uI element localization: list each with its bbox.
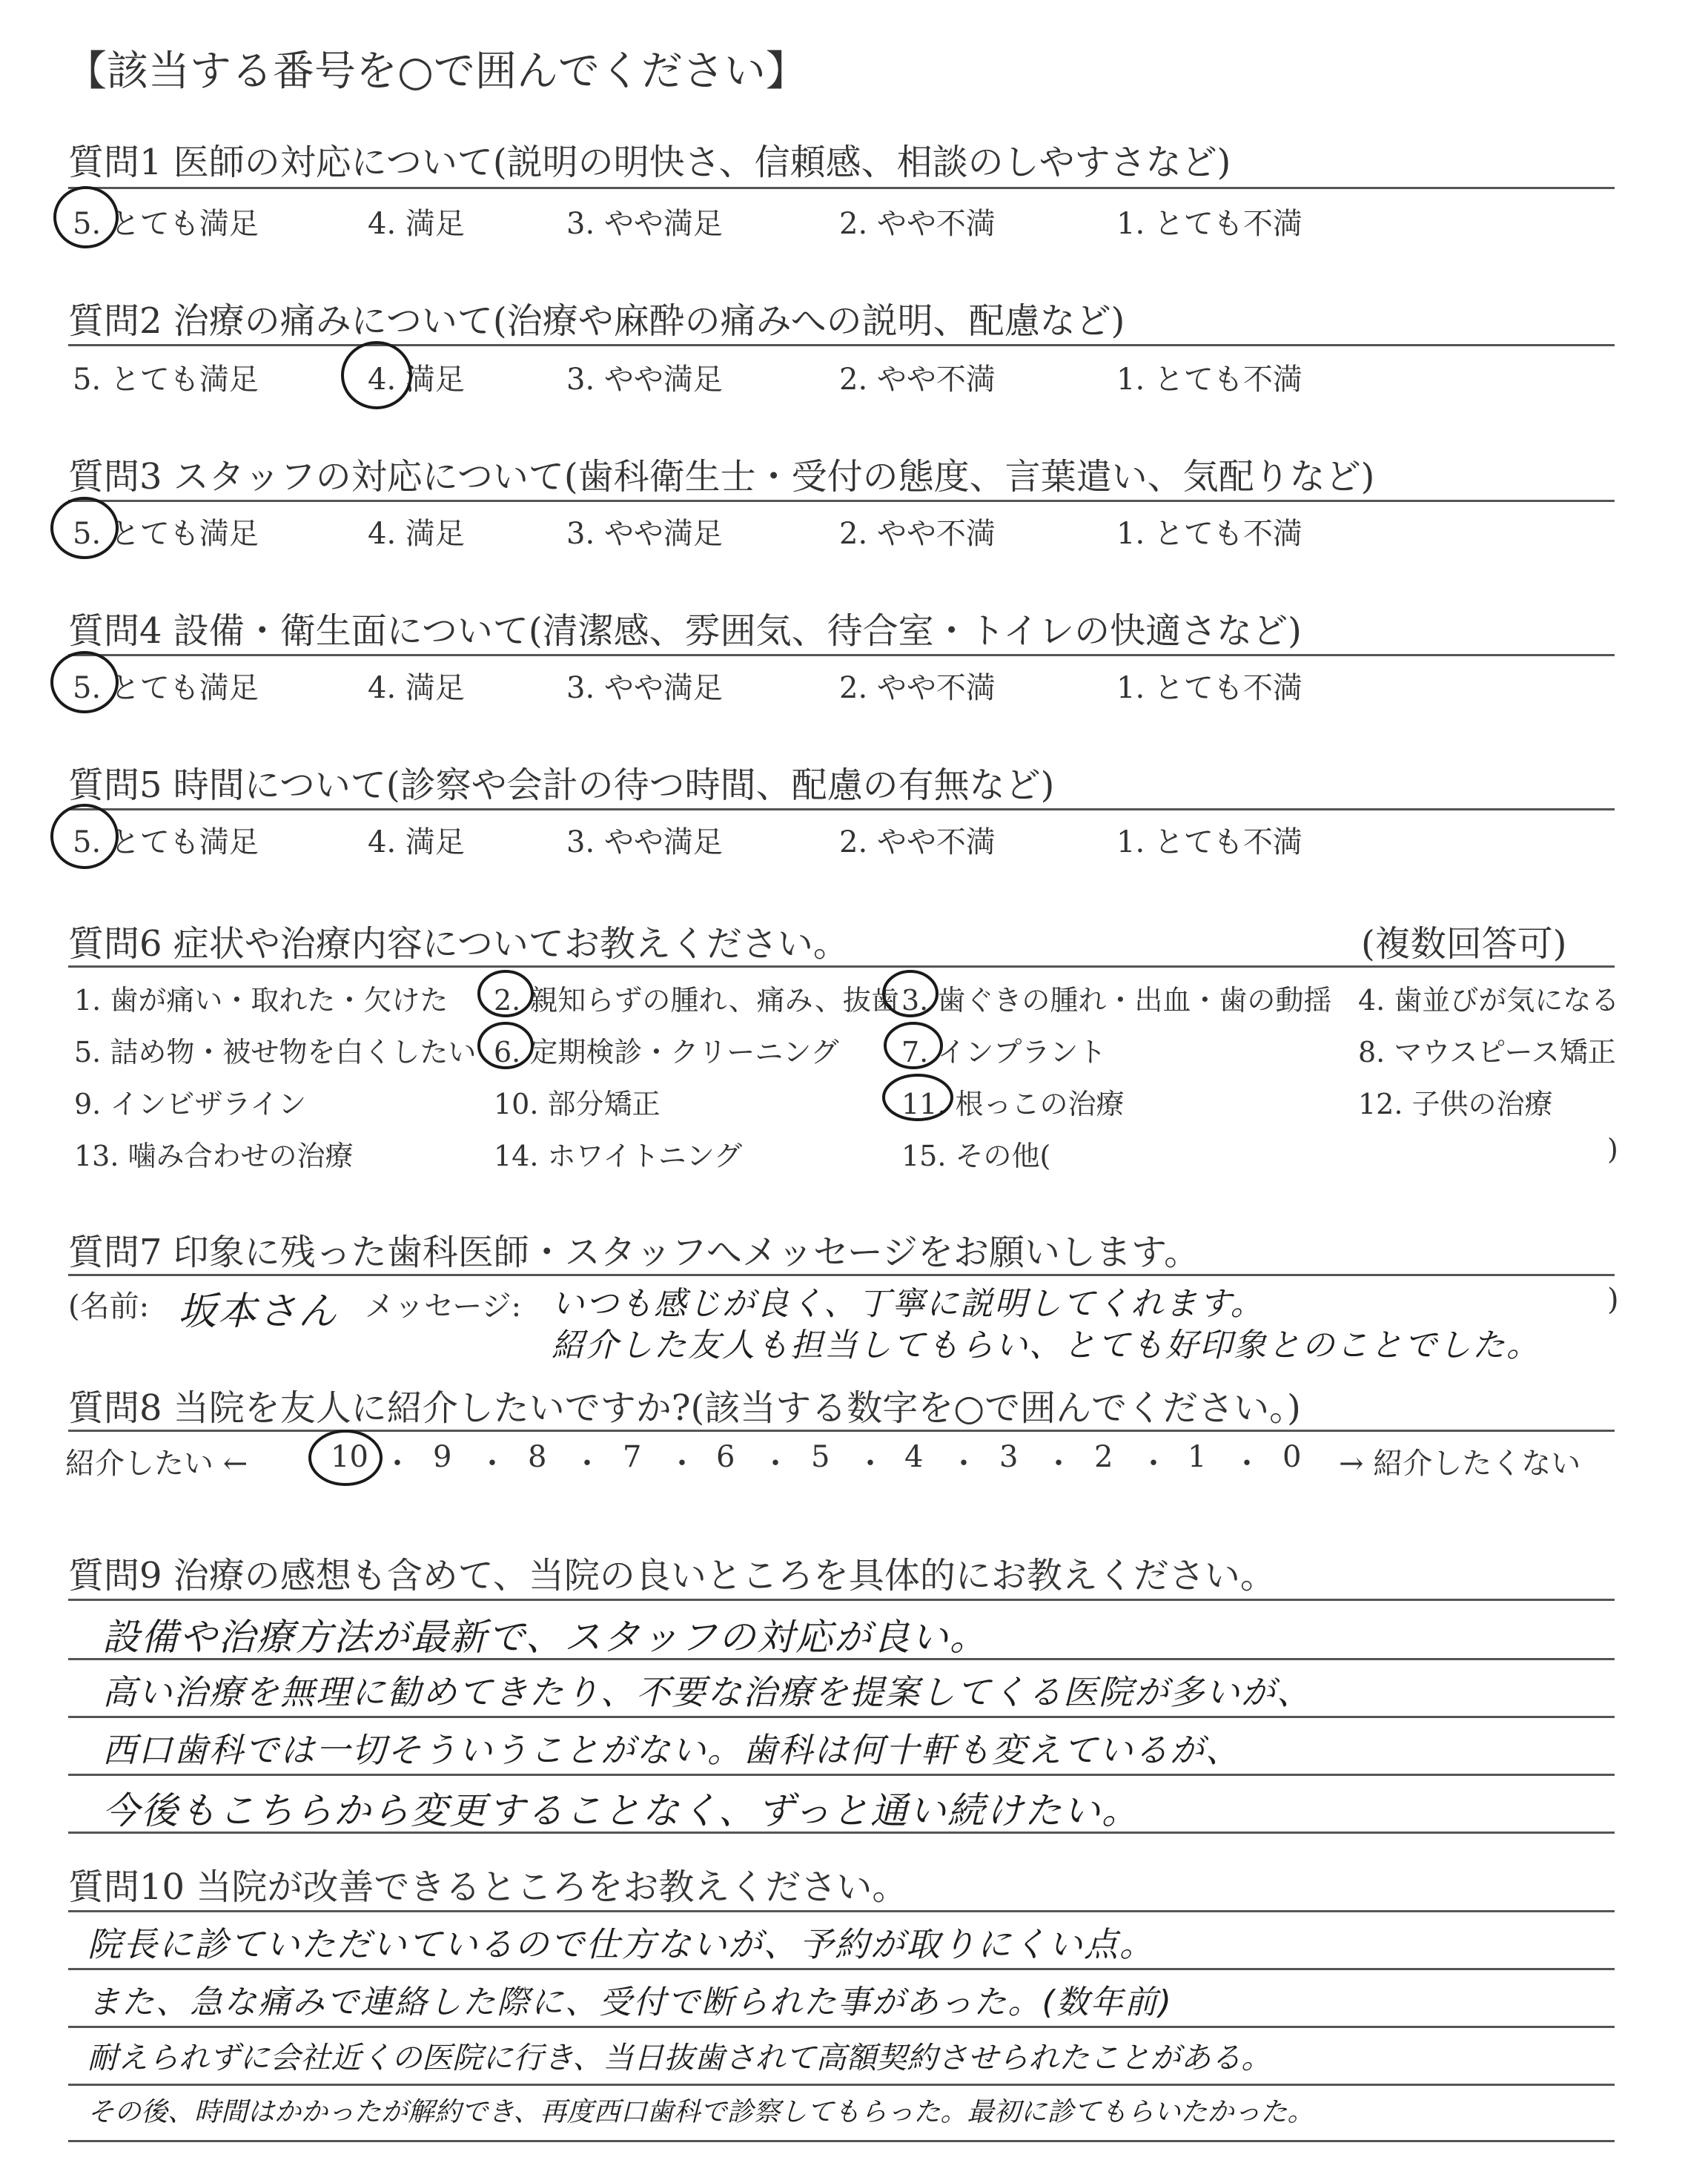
question-2-title: 質問2 治療の痛みについて(治療や麻酔の痛みへの説明、配慮など) bbox=[68, 300, 1125, 342]
question-10-title: 質問10 当院が改善できるところをお教えください。 bbox=[68, 1866, 908, 1908]
q4-option-4[interactable]: 4. 満足 bbox=[368, 671, 465, 705]
question-9-title: 質問9 治療の感想も含めて、当院の良いところを具体的にお教えください。 bbox=[68, 1555, 1276, 1596]
question-8-rule bbox=[68, 1430, 1615, 1432]
q9-line-2[interactable]: 高い治療を無理に勧めてきたり、不要な治療を提案してくる医院が多いが、 bbox=[102, 1672, 1312, 1712]
q6-option-15[interactable]: 15. その他( bbox=[901, 1140, 1051, 1172]
q2-option-3[interactable]: 3. やや満足 bbox=[566, 363, 723, 397]
q2-option-4[interactable]: 4. 満足 bbox=[368, 363, 465, 397]
q8-left-label: 紹介したい ← bbox=[65, 1447, 248, 1481]
q8-sep: ・ bbox=[761, 1447, 790, 1481]
question-4-title: 質問4 設備・衛生面について(清潔感、雰囲気、待合室・トイレの快適さなど) bbox=[68, 610, 1302, 652]
question-7-rule bbox=[68, 1274, 1615, 1276]
question-1-title: 質問1 医師の対応について(説明の明快さ、信頼感、相談のしやすさなど) bbox=[68, 142, 1231, 183]
q7-name-label: (名前: bbox=[68, 1289, 150, 1324]
q6-option-12[interactable]: 12. 子供の治療 bbox=[1358, 1088, 1553, 1120]
q2-option-5[interactable]: 5. とても満足 bbox=[73, 363, 259, 397]
q10-rule-2 bbox=[68, 1968, 1615, 1970]
q8-scale-9[interactable]: 9 bbox=[433, 1440, 452, 1474]
q1-option-2[interactable]: 2. やや不満 bbox=[839, 207, 996, 241]
question-3-title: 質問3 スタッフの対応について(歯科衛生士・受付の態度、言葉遣い、気配りなど) bbox=[68, 456, 1375, 498]
q6-option-7[interactable]: 7. インプラント bbox=[901, 1036, 1107, 1069]
q5-option-5[interactable]: 5. とても満足 bbox=[73, 825, 259, 859]
q6-option-10[interactable]: 10. 部分矯正 bbox=[494, 1088, 661, 1120]
question-4-rule bbox=[68, 654, 1615, 656]
q8-scale-5[interactable]: 5 bbox=[811, 1440, 830, 1474]
question-5-title: 質問5 時間について(診察や会計の待つ時間、配慮の有無など) bbox=[68, 764, 1055, 806]
q8-right-label: → 紹介したくない bbox=[1339, 1447, 1581, 1481]
q8-sep: ・ bbox=[855, 1447, 885, 1481]
question-6-note: (複数回答可) bbox=[1361, 923, 1567, 965]
q5-option-2[interactable]: 2. やや不満 bbox=[839, 825, 996, 859]
q10-rule-1 bbox=[68, 1910, 1615, 1912]
q6-option-2[interactable]: 2. 親知らずの腫れ、痛み、抜歯 bbox=[494, 984, 899, 1017]
q1-option-5[interactable]: 5. とても満足 bbox=[73, 207, 259, 241]
q6-close-paren: ) bbox=[1607, 1133, 1618, 1166]
question-1-rule bbox=[68, 187, 1615, 189]
q8-sep: ・ bbox=[1044, 1447, 1073, 1481]
q4-option-2[interactable]: 2. やや不満 bbox=[839, 671, 996, 705]
q2-option-1[interactable]: 1. とても不満 bbox=[1116, 363, 1302, 397]
q7-message-line-2[interactable]: 紹介した友人も担当してもらい、とても好印象とのことでした。 bbox=[552, 1327, 1540, 1364]
q3-option-3[interactable]: 3. やや満足 bbox=[566, 517, 723, 551]
q9-line-1[interactable]: 設備や治療方法が最新で、スタッフの対応が良い。 bbox=[102, 1616, 988, 1659]
q8-scale-8[interactable]: 8 bbox=[528, 1440, 547, 1474]
q6-option-3[interactable]: 3. 歯ぐきの腫れ・出血・歯の動揺 bbox=[901, 984, 1332, 1017]
question-3-rule bbox=[68, 500, 1615, 502]
q6-option-6[interactable]: 6. 定期検診・クリーニング bbox=[494, 1036, 839, 1069]
q7-message-label: メッセージ: bbox=[365, 1289, 522, 1324]
q6-option-5[interactable]: 5. 詰め物・被せ物を白くしたい bbox=[74, 1036, 477, 1069]
question-7-title: 質問7 印象に残った歯科医師・スタッフへメッセージをお願いします。 bbox=[68, 1232, 1200, 1273]
question-8-title: 質問8 当院を友人に紹介したいですか?(該当する数字を○で囲んでください。) bbox=[68, 1387, 1301, 1429]
q5-option-3[interactable]: 3. やや満足 bbox=[566, 825, 723, 859]
question-2-rule bbox=[68, 344, 1615, 346]
q10-rule-4 bbox=[68, 2084, 1615, 2086]
q6-option-8[interactable]: 8. マウスピース矯正 bbox=[1358, 1036, 1616, 1069]
q1-option-1[interactable]: 1. とても不満 bbox=[1116, 207, 1302, 241]
q1-option-4[interactable]: 4. 満足 bbox=[368, 207, 465, 241]
q8-sep: ・ bbox=[1232, 1447, 1262, 1481]
q9-line-4[interactable]: 今後もこちらから変更することなく、ずっと通い続けたい。 bbox=[102, 1789, 1140, 1832]
q8-sep: ・ bbox=[667, 1447, 697, 1481]
q4-option-1[interactable]: 1. とても不満 bbox=[1116, 671, 1302, 705]
question-6-rule bbox=[68, 965, 1615, 968]
q10-line-1[interactable]: 院長に診ていただいているので仕方ないが、予約が取りにくい点。 bbox=[87, 1924, 1155, 1964]
q8-sep: ・ bbox=[572, 1447, 602, 1481]
q10-rule-5 bbox=[68, 2140, 1615, 2142]
q6-option-4[interactable]: 4. 歯並びが気になる bbox=[1358, 984, 1620, 1017]
q3-option-5[interactable]: 5. とても満足 bbox=[73, 517, 259, 551]
q9-rule-3 bbox=[68, 1716, 1615, 1718]
q10-line-4[interactable]: その後、時間はかかったが解約でき、再度西口歯科で診察してもらった。最初に診てもらいたかった。 bbox=[87, 2097, 1314, 2127]
q7-close-paren: ) bbox=[1607, 1283, 1619, 1317]
q10-line-2[interactable]: また、急な痛みで連絡した際に、受付で断られた事があった。(数年前) bbox=[87, 1984, 1173, 2021]
q6-option-11[interactable]: 11. 根っこの治療 bbox=[901, 1088, 1125, 1120]
q8-scale-1[interactable]: 1 bbox=[1188, 1440, 1207, 1474]
q8-sep: ・ bbox=[1139, 1447, 1168, 1481]
q8-sep: ・ bbox=[477, 1447, 507, 1481]
q9-rule-1 bbox=[68, 1599, 1615, 1601]
q7-message-line-1[interactable]: いつも感じが良く、丁寧に説明してくれます。 bbox=[552, 1285, 1265, 1323]
q8-sep: ・ bbox=[949, 1447, 979, 1481]
q7-name-value[interactable]: 坂本さん bbox=[178, 1289, 339, 1334]
q4-option-3[interactable]: 3. やや満足 bbox=[566, 671, 723, 705]
q3-option-4[interactable]: 4. 満足 bbox=[368, 517, 465, 551]
q8-scale-6[interactable]: 6 bbox=[716, 1440, 735, 1474]
q1-option-3[interactable]: 3. やや満足 bbox=[566, 207, 723, 241]
q6-option-13[interactable]: 13. 噛み合わせの治療 bbox=[74, 1140, 354, 1172]
q6-option-14[interactable]: 14. ホワイトニング bbox=[494, 1140, 743, 1172]
q8-scale-10[interactable]: 10 bbox=[331, 1440, 368, 1474]
q9-rule-4 bbox=[68, 1774, 1615, 1776]
q2-option-2[interactable]: 2. やや不満 bbox=[839, 363, 996, 397]
q3-option-2[interactable]: 2. やや不満 bbox=[839, 517, 996, 551]
q10-rule-3 bbox=[68, 2026, 1615, 2028]
q8-scale-0[interactable]: 0 bbox=[1282, 1440, 1302, 1474]
q5-option-4[interactable]: 4. 満足 bbox=[368, 825, 465, 859]
q10-line-3[interactable]: 耐えられずに会社近くの医院に行き、当日抜歯されて高額契約させられたことがある。 bbox=[87, 2040, 1272, 2075]
q8-sep: ・ bbox=[383, 1447, 412, 1481]
q9-line-3[interactable]: 西口歯科では一切そういうことがない。歯科は何十軒も変えているが、 bbox=[102, 1730, 1241, 1770]
question-6-title: 質問6 症状や治療内容についてお教えください。 bbox=[68, 923, 849, 965]
q8-scale-2[interactable]: 2 bbox=[1094, 1440, 1113, 1474]
q8-scale-4[interactable]: 4 bbox=[904, 1440, 924, 1474]
q8-scale-7[interactable]: 7 bbox=[623, 1440, 642, 1474]
question-5-rule bbox=[68, 808, 1615, 810]
q6-option-9[interactable]: 9. インビザライン bbox=[74, 1088, 307, 1120]
q6-option-1[interactable]: 1. 歯が痛い・取れた・欠けた bbox=[74, 984, 448, 1017]
q4-option-5[interactable]: 5. とても満足 bbox=[73, 671, 259, 705]
q5-option-1[interactable]: 1. とても不満 bbox=[1116, 825, 1302, 859]
q8-scale-3[interactable]: 3 bbox=[999, 1440, 1019, 1474]
page-header: 【該当する番号を○で囲んでください】 bbox=[65, 47, 807, 96]
q3-option-1[interactable]: 1. とても不満 bbox=[1116, 517, 1302, 551]
